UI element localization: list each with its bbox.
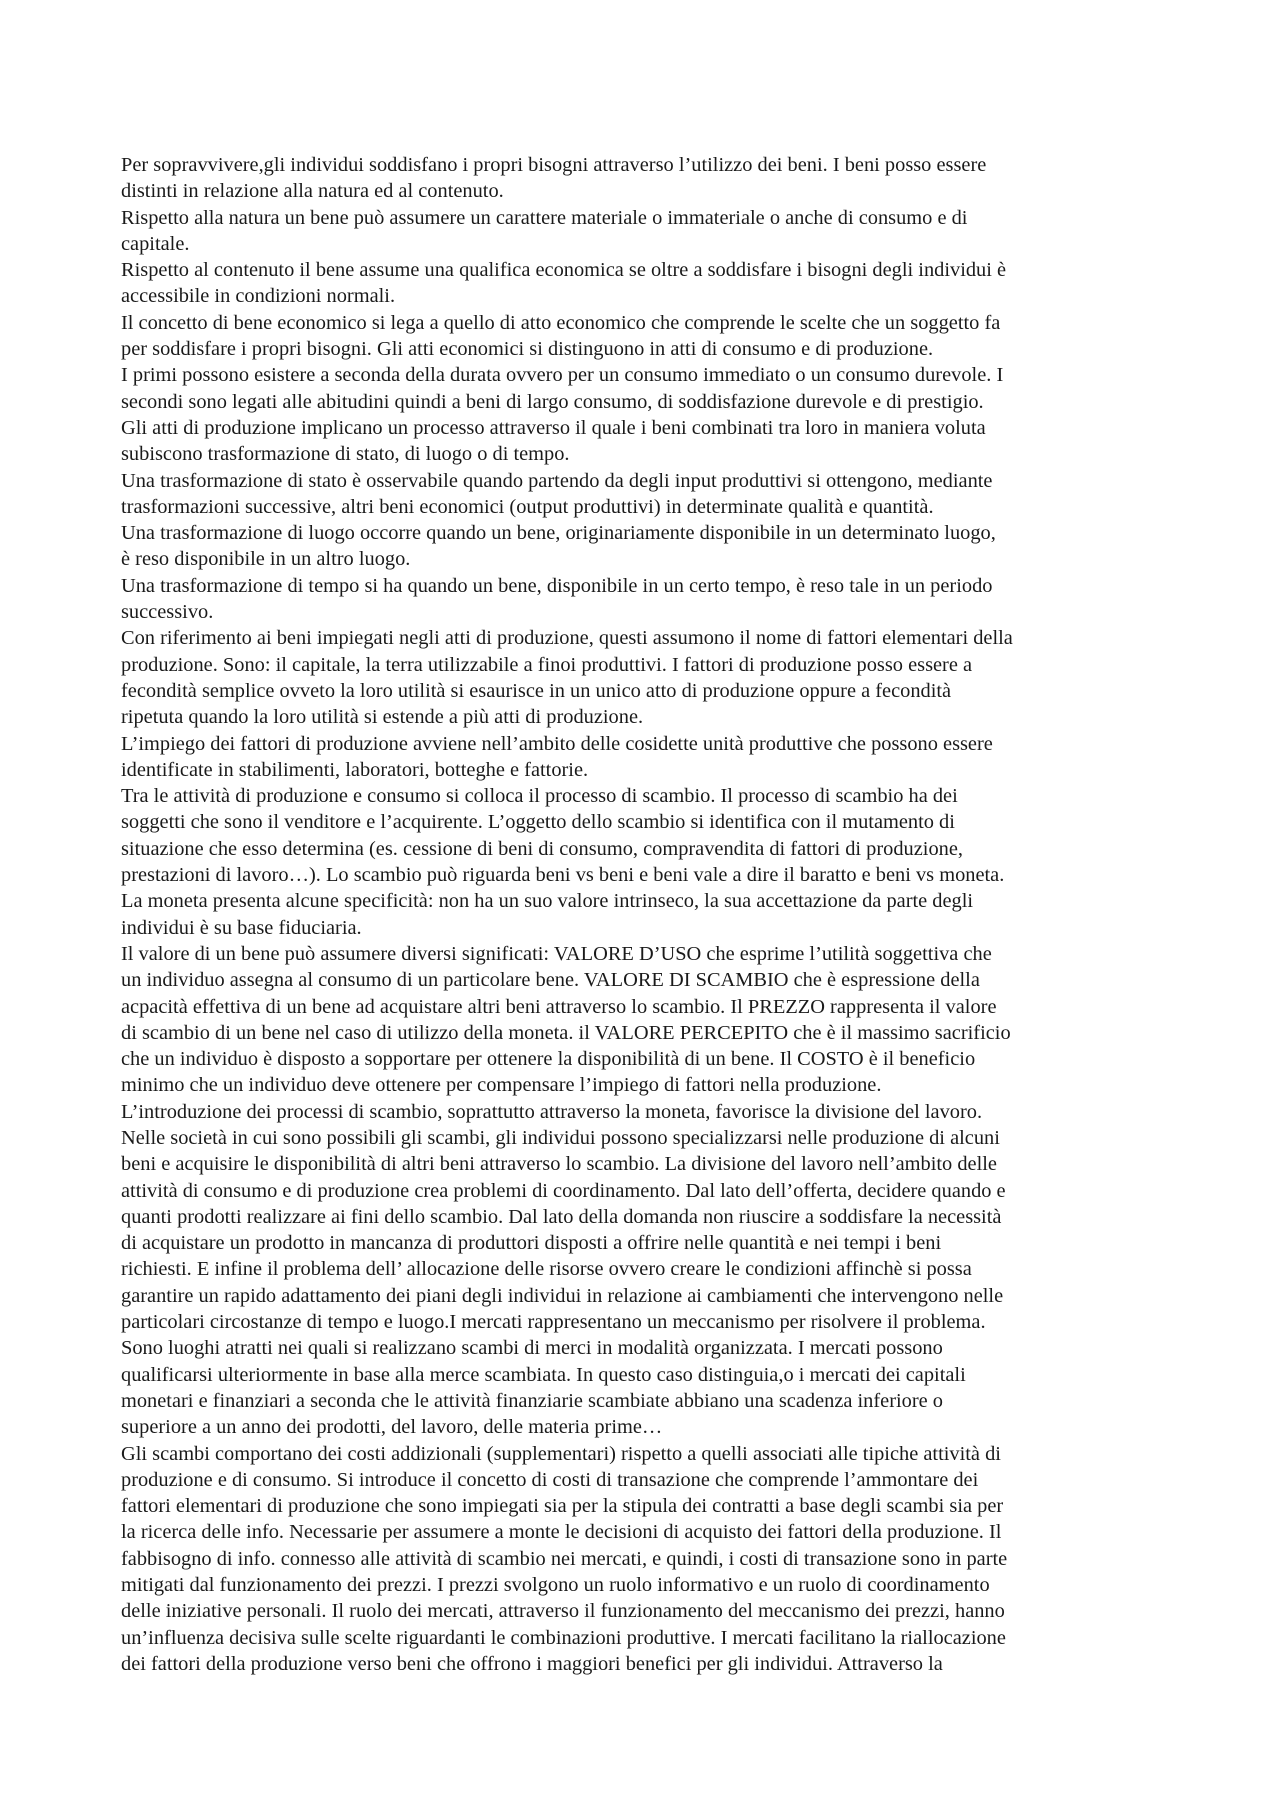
text-line: un individuo assegna al consumo di un particolare bene. VALORE DI SCAMBIO che è espressione della (121, 969, 980, 992)
text-line: distinti in relazione alla natura ed al contenuto. (121, 180, 504, 203)
text-line: che un individuo è disposto a sopportare per ottenere la disponibilità di un bene. Il COSTO è il beneficio (121, 1048, 976, 1071)
text-line: Gli scambi comportano dei costi addizionali (supplementari) rispetto a quelli associati alle tipiche attività di (121, 1442, 1001, 1465)
text-line: dei fattori della produzione verso beni che offrono i maggiori benefici per gli individui. Attraverso la (121, 1652, 943, 1675)
text-line: superiore a un anno dei prodotti, del lavoro, delle materia prime… (121, 1416, 663, 1439)
text-line: minimo che un individuo deve ottenere per compensare l’impiego di fattori nella produzione. (121, 1074, 882, 1097)
text-line: la ricerca delle info. Necessarie per assumere a monte le decisioni di acquisto dei fattori della produzione. Il (121, 1521, 1002, 1544)
text-line: Una trasformazione di tempo si ha quando un bene, disponibile in un certo tempo, è reso tale in un periodo (121, 574, 993, 597)
text-line: per soddisfare i propri bisogni. Gli atti economici si distinguono in atti di consumo e di produzione. (121, 338, 934, 361)
text-line: prestazioni di lavoro…). Lo scambio può riguarda beni vs beni e beni vale a dire il baratto e beni vs moneta. (121, 864, 1005, 887)
text-line: garantire un rapido adattamento dei piani degli individui in relazione ai cambiamenti che intervengono nelle (121, 1284, 1004, 1307)
text-line: mitigati dal funzionamento dei prezzi. I prezzi svolgono un ruolo informativo e un ruolo di coordinamento (121, 1574, 990, 1597)
text-line: Tra le attività di produzione e consumo si colloca il processo di scambio. Il processo di scambio ha dei (121, 785, 958, 808)
text-line: Nelle società in cui sono possibili gli scambi, gli individui possono specializzarsi nelle produzione di alcuni (121, 1126, 1000, 1149)
text-line: quanti prodotti realizzare ai fini dello scambio. Dal lato della domanda non riuscire a soddisfare la necessità (121, 1205, 1002, 1228)
text-line: delle iniziative personali. Il ruolo dei mercati, attraverso il funzionamento del meccanismo dei prezzi, hanno (121, 1600, 1005, 1623)
text-line: secondi sono legati alle abitudini quindi a beni di largo consumo, di soddisfazione durevole e di prestigio. (121, 390, 984, 413)
text-line: produzione. Sono: il capitale, la terra utilizzabile a finoi produttivi. I fattori di produzione posso essere a (121, 653, 973, 676)
text-line: Rispetto alla natura un bene può assumere un carattere materiale o immateriale o anche di consumo e di (121, 206, 968, 229)
text-line: di scambio di un bene nel caso di utilizzo della moneta. il VALORE PERCEPITO che è il massimo sacrificio (121, 1021, 1011, 1044)
text-line: qualificarsi ulteriormente in base alla merce scambiata. In questo caso distinguia,o i mercati dei capitali (121, 1363, 966, 1386)
text-line: Per sopravvivere,gli individui soddisfano i propri bisogni attraverso l’utilizzo dei beni. I beni posso essere (121, 154, 987, 176)
text-line: fattori elementari di produzione che sono impiegati sia per la stipula dei contratti a base degli scambi sia per (121, 1495, 1004, 1518)
text-line: Gli atti di produzione implicano un processo attraverso il quale i beni combinati tra loro in maniera voluta (121, 416, 986, 439)
text-line: particolari circostanze di tempo e luogo.I mercati rappresentano un meccanismo per risolvere il problema. (121, 1311, 986, 1334)
text-line: Una trasformazione di stato è osservabile quando partendo da degli input produttivi si ottengono, mediante (121, 469, 993, 492)
text-line: beni e acquisire le disponibilità di altri beni attraverso lo scambio. La divisione del lavoro nell’ambito delle (121, 1153, 997, 1176)
text-line: Il valore di un bene può assumere diversi significati: VALORE D’USO che esprime l’utilità soggettiva che (121, 942, 992, 965)
text-line: Il concetto di bene economico si lega a quello di atto economico che comprende le scelte che un soggetto fa (121, 311, 1001, 334)
text-line: L’impiego dei fattori di produzione avviene nell’ambito delle cosidette unità produttive che possono essere (121, 732, 993, 755)
text-line: Sono luoghi atratti nei quali si realizzano scambi di merci in modalità organizzata. I mercati possono (121, 1337, 943, 1360)
text-line: attività di consumo e di produzione crea problemi di coordinamento. Dal lato dell’offerta, decidere quando e (121, 1179, 1006, 1202)
text-line: ripetuta quando la loro utilità si estende a più atti di produzione. (121, 706, 644, 729)
text-line: Una trasformazione di luogo occorre quando un bene, originariamente disponibile in un determinato luogo, (121, 522, 996, 545)
text-line: trasformazioni successive, altri beni economici (output produttivi) in determinate qualità e quantità. (121, 495, 934, 518)
text-line: L’introduzione dei processi di scambio, soprattutto attraverso la moneta, favorisce la divisione del lavoro. (121, 1100, 983, 1123)
text-line: identificate in stabilimenti, laboratori, botteghe e fattorie. (121, 758, 589, 781)
text-line: acpacità effettiva di un bene ad acquistare altri beni attraverso lo scambio. Il PREZZO rappresenta il valore (121, 995, 997, 1018)
text-line: monetari e finanziari a seconda che le attività finanziarie scambiate abbiano una scadenza inferiore o (121, 1389, 944, 1412)
text-line: successivo. (121, 601, 214, 624)
text-line: un’influenza decisiva sulle scelte riguardanti le combinazioni produttive. I mercati facilitano la riallocazione (121, 1626, 1006, 1649)
document-body (121, 152, 1161, 1677)
text-line: La moneta presenta alcune specificità: non ha un suo valore intrinseco, la sua accettazione da parte degli (121, 890, 974, 913)
text-line: situazione che esso determina (es. cessione di beni di consumo, compravendita di fattori di produzione, (121, 837, 963, 860)
text-line: richiesti. E infine il problema dell’ allocazione delle risorse ovvero creare le condizioni affinchè si possa (121, 1258, 972, 1281)
text-line: produzione e di consumo. Si introduce il concetto di costi di transazione che comprende l’ammontare dei (121, 1468, 979, 1491)
text-line: fecondità semplice ovveto la loro utilità si esaurisce in un unico atto di produzione oppure a fecondità (121, 679, 952, 702)
text-line: capitale. (121, 232, 190, 255)
text-line: soggetti che sono il venditore e l’acquirente. L’oggetto dello scambio si identifica con il mutamento di (121, 811, 955, 834)
text-line: Rispetto al contenuto il bene assume una qualifica economica se oltre a soddisfare i bisogni degli individui è (121, 259, 1007, 282)
text-line: Con riferimento ai beni impiegati negli atti di produzione, questi assumono il nome di fattori elementari della (121, 627, 1013, 650)
text-line: di acquistare un prodotto in mancanza di produttori disposti a offrire nelle quantità e nei tempi i beni (121, 1232, 942, 1255)
text-line: I primi possono esistere a seconda della durata ovvero per un consumo immediato o un consumo durevole. I (121, 364, 1004, 387)
text-line: individui è su base fiduciaria. (121, 916, 362, 939)
text-line: accessibile in condizioni normali. (121, 285, 396, 308)
text-line: subiscono trasformazione di stato, di luogo o di tempo. (121, 443, 570, 466)
text-line: fabbisogno di info. connesso alle attività di scambio nei mercati, e quindi, i costi di transazione sono in parte (121, 1547, 1008, 1570)
text-line: è reso disponibile in un altro luogo. (121, 548, 411, 571)
